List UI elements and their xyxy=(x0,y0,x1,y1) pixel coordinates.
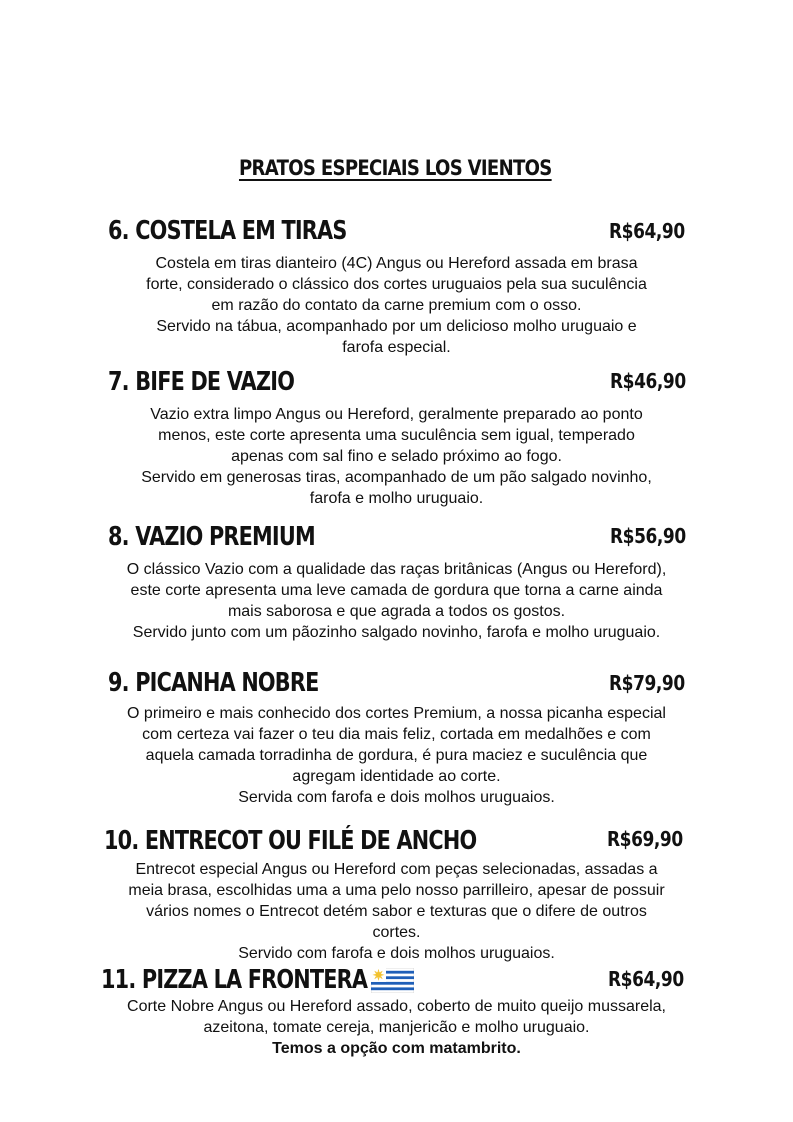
uruguay-flag-icon xyxy=(371,968,414,993)
menu-item-price: R$56,90 xyxy=(610,524,686,548)
menu-item-title: 7. BIFE DE VAZIO xyxy=(108,367,295,397)
menu-item-price: R$46,90 xyxy=(610,369,686,393)
menu-item-price: R$64,90 xyxy=(609,219,685,243)
menu-item-price: R$64,90 xyxy=(608,967,684,991)
menu-item-description: O clássico Vazio com a qualidade das raças britânicas (Angus ou Hereford), este corte apresenta uma leve camada de gordura que torna a carne ainda mais saborosa e que agrada a todos os gostos. Servido junto com um pãozinho salgado novinho, farofa e molho uruguaio. xyxy=(126,561,667,641)
menu-item-description: Entrecot especial Angus ou Hereford com peças selecionadas, assadas a meia brasa, escolhidas uma a uma pelo nosso parrilleiro, apesar de possuir vários nomes o Entrecot detém sabor e texturas que o difere de outros cortes. Servido com farofa e dois molhos uruguaios. xyxy=(128,861,665,962)
menu-item-description: Costela em tiras dianteiro (4C) Angus ou Hereford assada em brasa forte, considerado o clássico dos cortes uruguaios pela sua suculência em razão do contato da carne premium com o osso. Servido na tábua, acompanhado por um delicioso molho uruguaio e farofa especial. xyxy=(146,255,647,356)
menu-item-title: 8. VAZIO PREMIUM xyxy=(108,522,315,552)
page-title: PRATOS ESPECIAIS LOS VIENTOS xyxy=(238,156,552,180)
menu-item-price: R$79,90 xyxy=(609,671,685,695)
menu-item-description: O primeiro e mais conhecido dos cortes Premium, a nossa picanha especial com certeza vai fazer o teu dia mais feliz, cortada em medalhões e com aquela camada torradinha de gordura, é pura maciez e suculência que agregam identidade ao corte. Servida com farofa e dois molhos uruguaios. xyxy=(127,705,666,806)
menu-item-title: 11. PIZZA LA FRONTERA xyxy=(101,965,368,995)
menu-item-price: R$69,90 xyxy=(607,827,683,851)
menu-item-note: Temos a opção com matambrito. xyxy=(272,1040,521,1057)
menu-item-description: Vazio extra limpo Angus ou Hereford, geralmente preparado ao ponto menos, este corte apresenta uma suculência sem igual, temperado apenas com sal fino e selado próximo ao fogo. Servido em generosas tiras, acompanhado de um pão salgado novinho, farofa e molho uruguaio. xyxy=(141,406,652,507)
menu-item-title: 10. ENTRECOT OU FILÉ DE ANCHO xyxy=(104,826,477,856)
menu-item-title: 6. COSTELA EM TIRAS xyxy=(108,216,347,246)
menu-item-description: Corte Nobre Angus ou Hereford assado, coberto de muito queijo mussarela, azeitona, tomate cereja, manjericão e molho uruguaio. Temos a opção com matambrito. xyxy=(90,996,703,1059)
menu-item-title: 9. PICANHA NOBRE xyxy=(108,668,319,698)
